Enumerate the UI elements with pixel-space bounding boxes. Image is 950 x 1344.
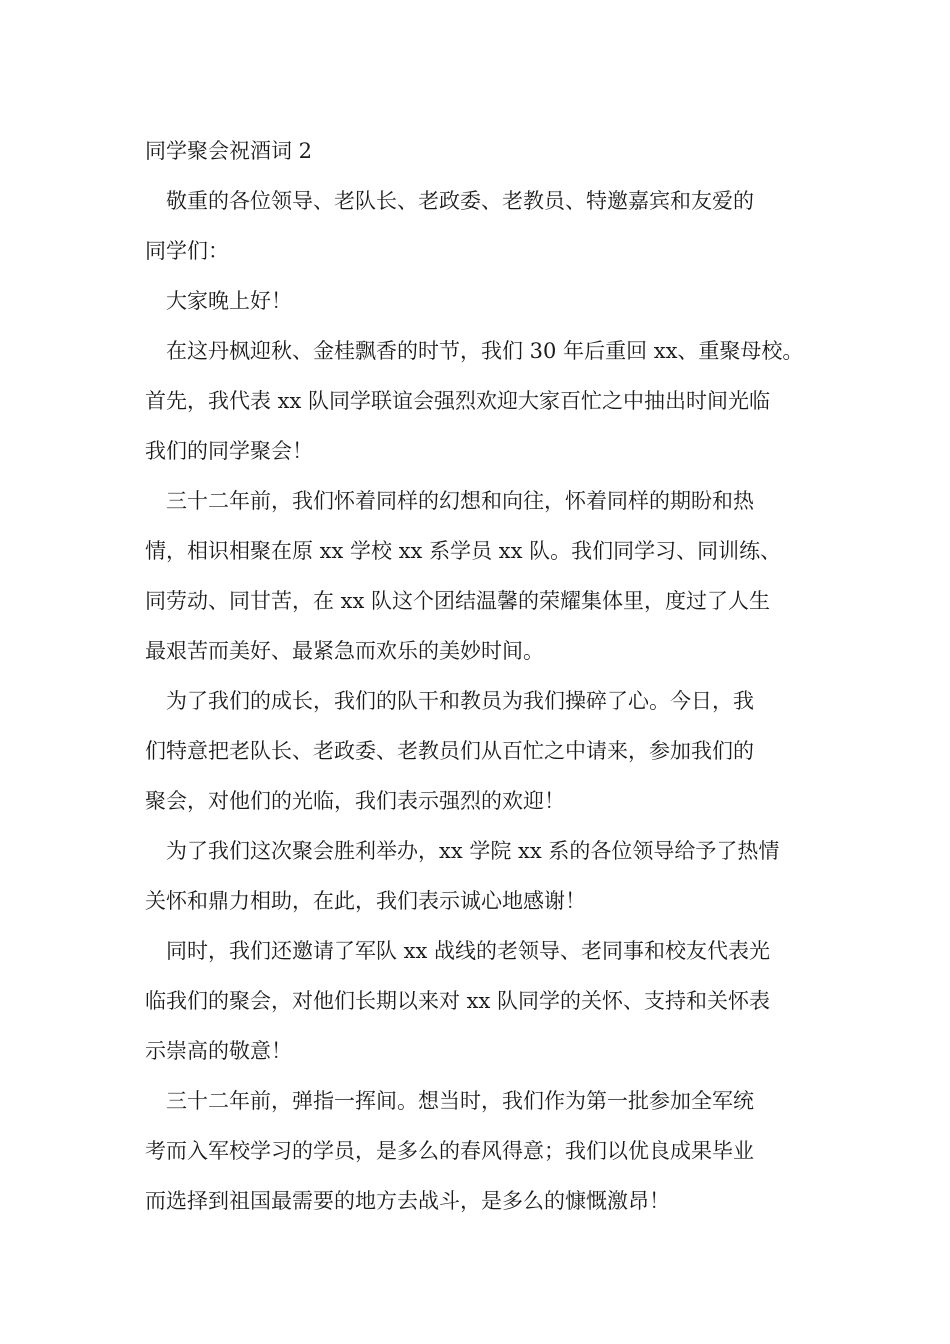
text-line: 三十二年前，我们怀着同样的幻想和向往，怀着同样的期盼和热 [166, 489, 754, 513]
text-line: 同劳动、同甘苦，在 xx 队这个团结温馨的荣耀集体里，度过了人生 [145, 589, 771, 613]
text-line: 首先，我代表 xx 队同学联谊会强烈欢迎大家百忙之中抽出时间光临 [145, 389, 771, 413]
text-line: 同时，我们还邀请了军队 xx 战线的老领导、老同事和校友代表光 [166, 939, 771, 963]
document-title: 同学聚会祝酒词 2 [145, 139, 313, 163]
text-line: 情，相识相聚在原 xx 学校 xx 系学员 xx 队。我们同学习、同训练、 [145, 539, 782, 563]
text-line: 示崇高的敬意！ [145, 1039, 292, 1063]
text-line: 们特意把老队长、老政委、老教员们从百忙之中请来，参加我们的 [145, 739, 754, 763]
text-line: 考而入军校学习的学员，是多么的春风得意；我们以优良成果毕业 [145, 1139, 754, 1163]
text-line: 而选择到祖国最需要的地方去战斗，是多么的慷慨激昂！ [145, 1189, 670, 1213]
text-line: 为了我们这次聚会胜利举办，xx 学院 xx 系的各位领导给予了热情 [166, 839, 780, 863]
text-line: 临我们的聚会，对他们长期以来对 xx 队同学的关怀、支持和关怀表 [145, 989, 771, 1013]
text-line: 关怀和鼎力相助，在此，我们表示诚心地感谢！ [145, 889, 586, 913]
text-line: 为了我们的成长，我们的队干和教员为我们操碎了心。今日，我 [166, 689, 754, 713]
text-line: 在这丹枫迎秋、金桂飘香的时节，我们 30 年后重回 xx、重聚母校。 [166, 339, 804, 363]
text-line: 三十二年前，弹指一挥间。想当时，我们作为第一批参加全军统 [166, 1089, 754, 1113]
text-line: 同学们： [145, 239, 229, 263]
text-line: 我们的同学聚会！ [145, 439, 313, 463]
text-line: 大家晚上好！ [166, 289, 292, 313]
text-line: 最艰苦而美好、最紧急而欢乐的美妙时间。 [145, 639, 544, 663]
text-line: 聚会，对他们的光临，我们表示强烈的欢迎！ [145, 789, 565, 813]
text-line: 敬重的各位领导、老队长、老政委、老教员、特邀嘉宾和友爱的 [166, 189, 754, 213]
